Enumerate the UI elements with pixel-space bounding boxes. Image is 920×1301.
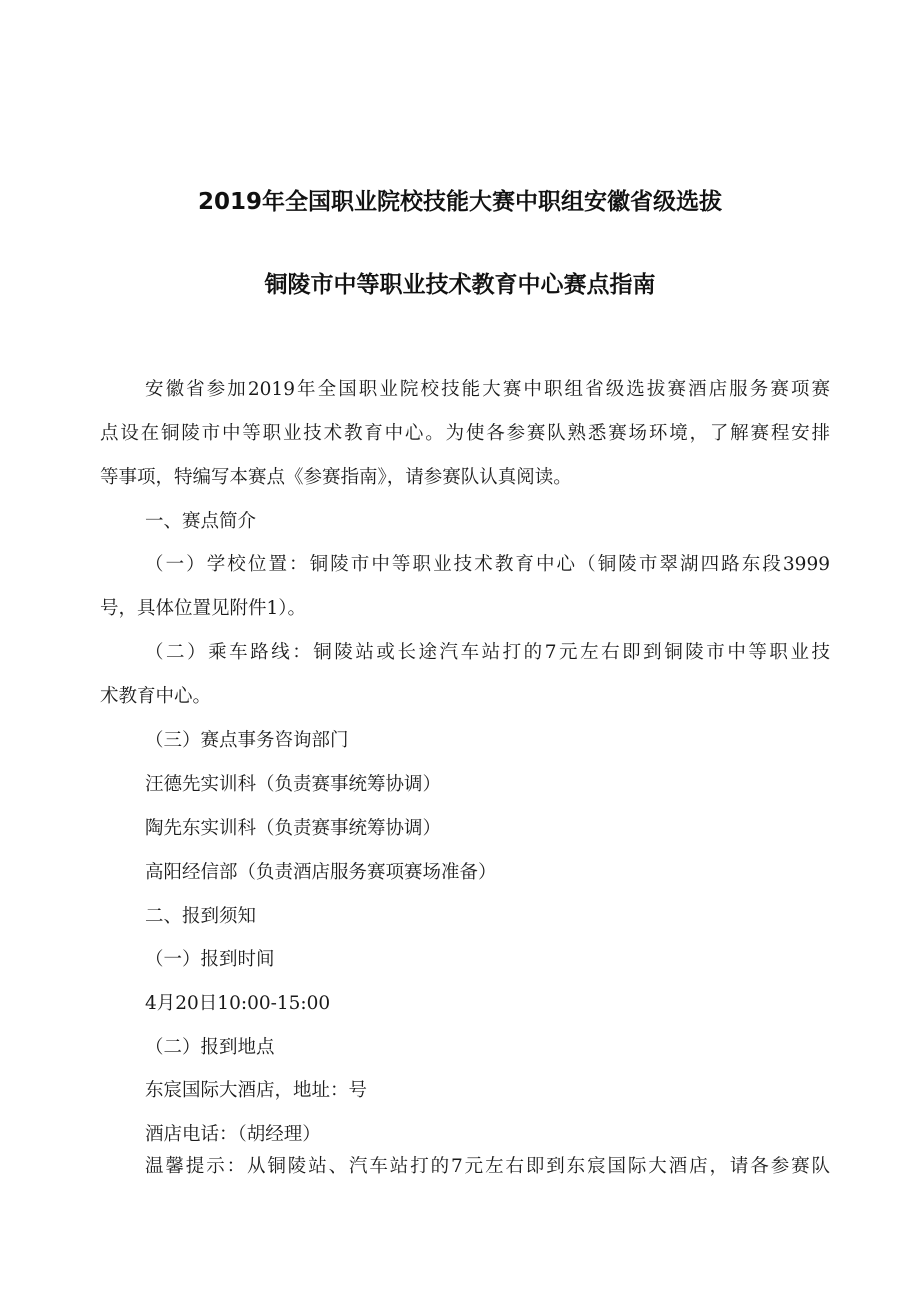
contact-item: 陶先东实训科（负责赛事统筹协调） bbox=[145, 818, 442, 839]
section-2-heading: 二、报到须知 bbox=[145, 906, 257, 927]
contact-item: 高阳经信部（负责酒店服务赛项赛场准备） bbox=[145, 862, 497, 883]
intro-line-2: 点设在铜陵市中等职业技术教育中心。为使各参赛队熟悉赛场环境，了解赛程安排 bbox=[100, 423, 830, 444]
bus-route-line-1: （二）乘车路线：铜陵站或长途汽车站打的7元左右即到铜陵市中等职业技 bbox=[145, 642, 830, 663]
contact-item: 汪德先实训科（负责赛事统筹协调） bbox=[145, 774, 442, 795]
hotel-address: 东宸国际大酒店，地址：号 bbox=[145, 1080, 368, 1101]
school-location-line-1: （一）学校位置：铜陵市中等职业技术教育中心（铜陵市翠湖四路东段3999 bbox=[145, 554, 830, 575]
bus-route-line-2: 术教育中心。 bbox=[100, 686, 212, 707]
section-1-heading: 一、赛点简介 bbox=[145, 511, 257, 532]
school-location-line-2: 号，具体位置见附件1）。 bbox=[100, 598, 307, 619]
report-place-heading: （二）报到地点 bbox=[145, 1037, 275, 1058]
warm-tip: 温馨提示：从铜陵站、汽车站打的7元左右即到东宸国际大酒店，请各参赛队 bbox=[145, 1156, 830, 1177]
report-time-heading: （一）报到时间 bbox=[145, 949, 275, 970]
contact-heading: （三）赛点事务咨询部门 bbox=[145, 730, 349, 751]
intro-line-3: 等事项，特编写本赛点《参赛指南》，请参赛队认真阅读。 bbox=[100, 467, 572, 488]
document-title-line-2: 铜陵市中等职业技术教育中心赛点指南 bbox=[264, 272, 656, 298]
hotel-phone: 酒店电话：（胡经理） bbox=[145, 1124, 321, 1145]
report-time-value: 4月20日10:00-15:00 bbox=[145, 993, 331, 1014]
document-title-line-1: 2019年全国职业院校技能大赛中职组安徽省级选拔 bbox=[197, 189, 722, 215]
intro-line-1: 安徽省参加2019年全国职业院校技能大赛中职组省级选拔赛酒店服务赛项赛 bbox=[145, 379, 830, 400]
